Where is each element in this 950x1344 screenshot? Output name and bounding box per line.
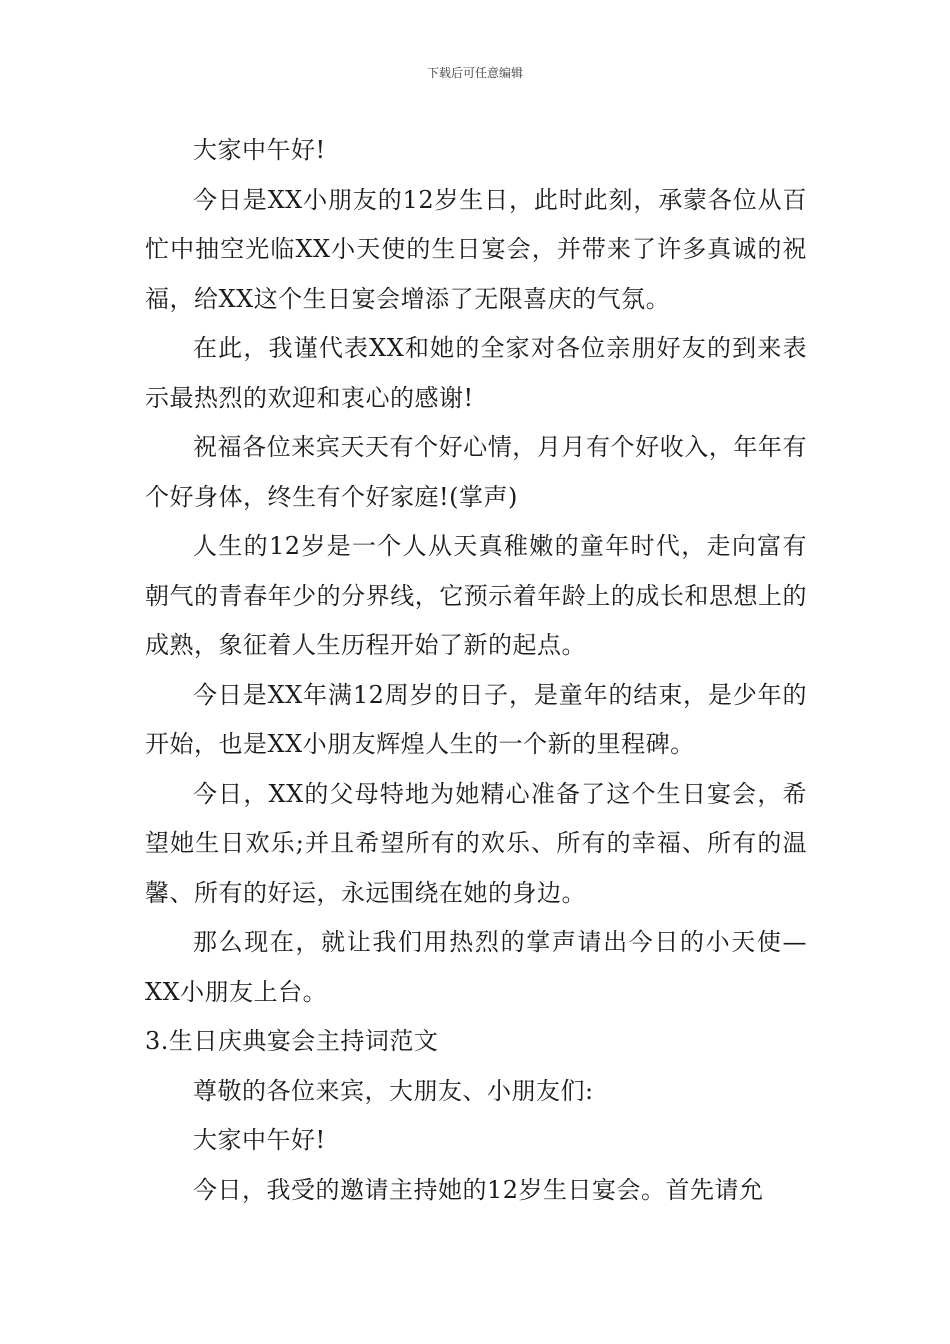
paragraph: 今日，我受的邀请主持她的12岁生日宴会。首先请允 — [193, 1175, 764, 1204]
paragraph: 在此，我谨代表XX和她的全家对各位亲朋好友的到来表示最热烈的欢迎和衷心的感谢! — [145, 334, 807, 412]
paragraph: 大家中午好! — [193, 136, 326, 164]
paragraph: 今日，XX的父母特地为她精心准备了这个生日宴会，希望她生日欢乐;并且希望所有的欢乐、所有的幸福、所有的温馨、所有的好运，永远围绕在她的身边。 — [145, 779, 807, 907]
paragraph: 尊敬的各位来宾，大朋友、小朋友们: — [193, 1076, 594, 1105]
page-header: 下载后可任意编辑 — [426, 66, 523, 80]
document-body — [145, 126, 807, 1215]
paragraph: 大家中午好! — [193, 1126, 326, 1154]
section-heading: 3.生日庆典宴会主持词范文 — [145, 1027, 439, 1055]
paragraph: 人生的12岁是一个人从天真稚嫩的童年时代，走向富有朝气的青春年少的分界线，它预示着年龄上的成长和思想上的成熟，象征着人生历程开始了新的起点。 — [145, 532, 807, 659]
paragraph: 祝福各位来宾天天有个好心情，月月有个好收入，年年有个好身体，终生有个好家庭!(掌声) — [145, 433, 807, 511]
paragraph: 那么现在，就让我们用热烈的掌声请出今日的小天使—XX小朋友上台。 — [145, 928, 807, 1006]
paragraph: 今日是XX年满12周岁的日子，是童年的结束，是少年的开始，也是XX小朋友辉煌人生的一个新的里程碑。 — [145, 680, 807, 758]
paragraph: 今日是XX小朋友的12岁生日，此时此刻，承蒙各位从百忙中抽空光临XX小天使的生日宴会，并带来了许多真诚的祝福，给XX这个生日宴会增添了无限喜庆的气氛。 — [145, 185, 807, 313]
